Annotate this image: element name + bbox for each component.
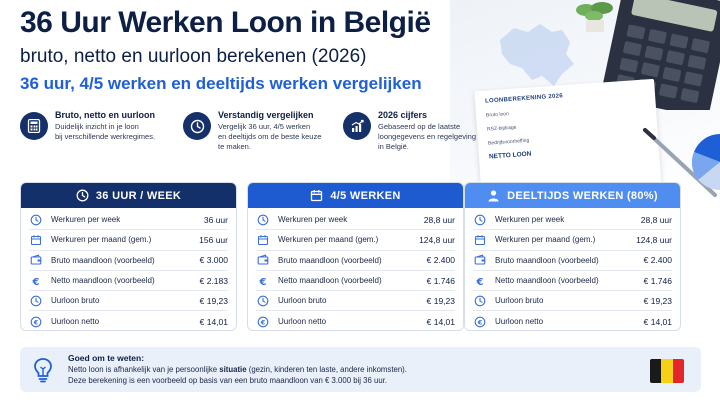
page-tagline: 36 uur, 4/5 werken en deeltijds werken vergelijken [20, 74, 422, 93]
card-header [248, 183, 463, 208]
svg-text:€: € [476, 276, 484, 287]
clock-icon [76, 189, 89, 202]
svg-text:€: € [259, 276, 267, 287]
clock-icon [473, 213, 487, 227]
row-label: Netto maandloon (voorbeeld) [495, 276, 599, 286]
table-row [256, 210, 455, 230]
euro-icon [29, 274, 43, 288]
svg-text:€: € [33, 318, 39, 327]
table-row [473, 291, 672, 311]
feature-desc: Gebaseerd op de laatste [378, 122, 461, 131]
row-value: € 2.183 [199, 275, 228, 286]
table-row [256, 311, 455, 331]
row-value: 124,8 uur [636, 234, 672, 245]
card-deeltijds [464, 182, 681, 331]
table-row [473, 311, 672, 331]
row-label: Werkuren per week [278, 215, 348, 225]
row-label: Werkuren per maand (gem.) [51, 235, 152, 245]
card-title: 36 UUR / WEEK [95, 189, 182, 202]
row-label: Werkuren per maand (gem.) [495, 235, 596, 245]
card-header [21, 183, 236, 208]
flag-stripe-black [650, 359, 661, 383]
feature-item [343, 110, 503, 151]
table-row [473, 251, 672, 271]
row-value: 28,8 uur [423, 214, 455, 225]
row-label: Netto maandloon (voorbeeld) [51, 276, 155, 286]
card-4-5-werken [247, 182, 464, 331]
info-text-line-2: Deze berekening is een voorbeeld op basis van een bruto maandloon van € 3.000 bij 36 uur. [68, 376, 388, 385]
feature-desc: loongegevens en regelgeving [378, 131, 476, 141]
wallet-icon [29, 253, 43, 267]
row-value: € 19,23 [643, 295, 672, 306]
belgium-map-icon [492, 18, 582, 88]
flag-stripe-yellow [661, 359, 672, 383]
feature-title: 2026 cijfers [378, 110, 428, 120]
feature-desc: te maken. [218, 141, 251, 151]
info-title: Goed om te weten: [68, 353, 145, 363]
table-row [29, 311, 228, 331]
table-row [29, 210, 228, 230]
card-title: DEELTIJDS WERKEN (80%) [507, 189, 658, 202]
card-title: 4/5 WERKEN [330, 189, 401, 202]
paper-title: LOONBEREKENING 2026 [484, 93, 564, 105]
table-row [29, 291, 228, 311]
row-label: Uurloon bruto [495, 296, 544, 306]
paper-line: RSZ-bijdrage [486, 124, 517, 133]
row-value: € 1.746 [426, 275, 455, 286]
euro-circle-icon [29, 315, 43, 329]
feature-desc: Vergelijk 36 uur, 4/5 werken [218, 122, 311, 131]
row-value: € 3.000 [199, 255, 228, 266]
paper-line: Bruto loon [485, 111, 510, 119]
svg-text:€: € [260, 318, 266, 327]
clock-icon [473, 294, 487, 308]
row-label: Uurloon bruto [51, 296, 100, 306]
calculator-icon [20, 112, 48, 140]
euro-circle-icon [473, 315, 487, 329]
row-label: Uurloon netto [51, 317, 100, 327]
feature-title: Bruto, netto en uurloon [55, 110, 155, 120]
belgium-flag-icon [650, 359, 684, 383]
row-label: Werkuren per week [51, 215, 121, 225]
row-value: € 14,01 [426, 316, 455, 327]
clock-icon [256, 213, 270, 227]
info-box [20, 347, 701, 392]
card-rows [465, 208, 680, 331]
paper-line: Bedrijfsvoorheffing [487, 137, 530, 147]
euro-icon [256, 274, 270, 288]
page-title: 36 Uur Werken Loon in België [20, 6, 431, 39]
pie-chart-icon [688, 130, 720, 194]
table-row [256, 251, 455, 271]
card-header [465, 183, 680, 208]
calendar-icon [29, 233, 43, 247]
svg-text:€: € [477, 318, 483, 327]
table-row [29, 271, 228, 291]
row-label: Netto maandloon (voorbeeld) [278, 276, 382, 286]
row-label: Uurloon netto [495, 317, 544, 327]
row-value: 28,8 uur [640, 214, 672, 225]
feature-desc: in België. [378, 141, 409, 151]
euro-circle-icon [256, 315, 270, 329]
page-subtitle: bruto, netto en uurloon berekenen (2026) [20, 46, 367, 67]
feature-list [20, 110, 480, 166]
table-row [473, 210, 672, 230]
flag-stripe-red [673, 359, 684, 383]
row-value: 124,8 uur [419, 234, 455, 245]
table-row [473, 271, 672, 291]
table-row [256, 291, 455, 311]
table-row [29, 230, 228, 250]
growth-chart-icon [343, 112, 371, 140]
table-row [29, 251, 228, 271]
feature-desc: en deeltijds om de beste keuze [218, 131, 322, 141]
clock-icon [29, 213, 43, 227]
row-label: Uurloon netto [278, 317, 327, 327]
clock-icon [29, 294, 43, 308]
row-label: Bruto maandloon (voorbeeld) [495, 255, 599, 265]
calendar-icon [256, 233, 270, 247]
person-icon [487, 189, 500, 202]
row-value: € 19,23 [426, 295, 455, 306]
euro-icon [473, 274, 487, 288]
row-value: € 14,01 [643, 316, 672, 327]
clock-icon [256, 294, 270, 308]
wallet-icon [473, 253, 487, 267]
paper-net-label: NETTO LOON [488, 150, 532, 161]
table-row [256, 230, 455, 250]
card-rows [248, 208, 463, 331]
row-label: Bruto maandloon (voorbeeld) [278, 255, 382, 265]
row-value: € 2.400 [426, 255, 455, 266]
lightbulb-icon [32, 357, 54, 383]
row-label: Bruto maandloon (voorbeeld) [51, 255, 155, 265]
table-row [256, 271, 455, 291]
feature-item [20, 110, 180, 142]
row-value: € 14,01 [199, 316, 228, 327]
feature-desc: Duidelijk inzicht in je loon [55, 122, 139, 131]
feature-item [183, 110, 343, 151]
feature-title: Verstandig vergelijken [218, 110, 314, 120]
info-text-line-1: Netto loon is afhankelijk van je persoonlijke situatie (gezin, kinderen ten laste, andere inkomsten). [68, 365, 407, 374]
row-value: € 19,23 [199, 295, 228, 306]
row-value: 156 uur [199, 234, 228, 245]
row-value: € 1.746 [643, 275, 672, 286]
clock-icon [183, 112, 211, 140]
card-rows [21, 208, 236, 331]
card-36-uur [20, 182, 237, 331]
row-value: 36 uur [203, 214, 228, 225]
svg-text:€: € [32, 276, 40, 287]
calendar-icon [473, 233, 487, 247]
calendar-icon [310, 189, 323, 202]
row-label: Werkuren per maand (gem.) [278, 235, 379, 245]
row-value: € 2.400 [643, 255, 672, 266]
table-row [473, 230, 672, 250]
row-label: Werkuren per week [495, 215, 565, 225]
row-label: Uurloon bruto [278, 296, 327, 306]
wallet-icon [256, 253, 270, 267]
feature-desc: bij verschillende werkregimes. [55, 131, 156, 141]
